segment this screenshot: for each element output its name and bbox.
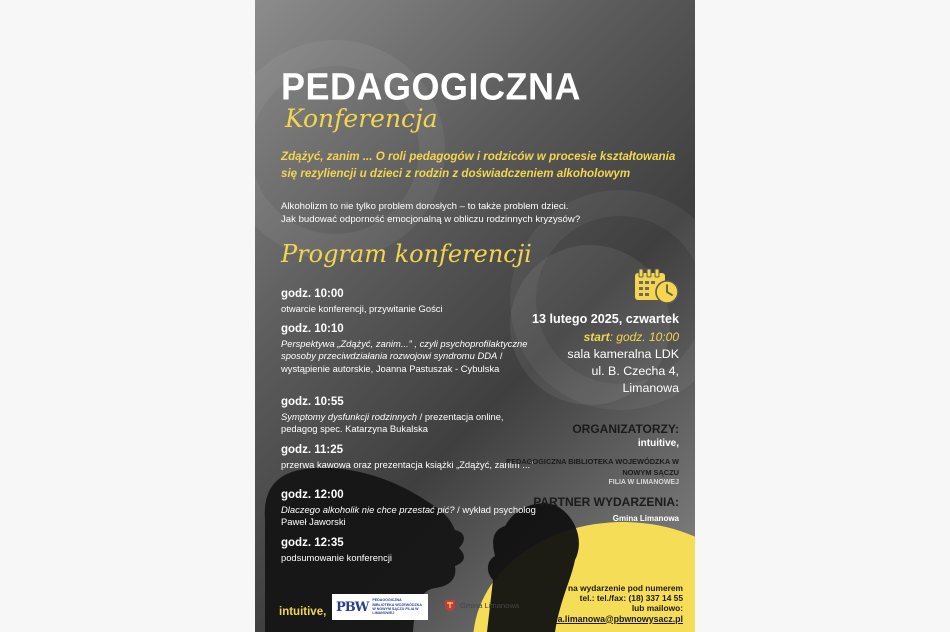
- pbw-logo: [332, 594, 428, 620]
- program-desc: przerwa kawowa oraz prezentacja książki „Zdążyć, zanim ...”: [281, 459, 534, 470]
- program-item: [281, 396, 541, 436]
- poster: [255, 0, 695, 632]
- program-desc: otwarcie konferencji, przywitanie Gości: [281, 303, 443, 314]
- program-desc-italic: Perspektywa „Zdążyć, zanim...” , czyli psychoprofilaktyczne sposoby przeciwdziałania rozwojowi syndromu DDA: [281, 338, 528, 362]
- program-desc: [281, 504, 541, 529]
- registration-email[interactable]: filia.limanowa@pbwnowysacz.pl: [547, 613, 683, 624]
- event-start: [584, 330, 679, 344]
- program-desc-rest: / prezentacja online, pedagog spec. Katarzyna Bukalska: [281, 411, 504, 435]
- partner-name: Gmina Limanowa: [612, 514, 679, 523]
- program-time: godz. 10:00: [281, 288, 344, 300]
- intro-text: [281, 201, 686, 226]
- venue-line-1: sala kameralna LDK: [567, 347, 679, 361]
- gmina-logo-text: Gmina Limanowa: [460, 600, 520, 610]
- program-item: [281, 537, 541, 564]
- footer-intuitive-logo: intuitive,: [279, 606, 327, 618]
- start-label: start: [583, 330, 610, 344]
- intro-line-2: Jak budować odporność emocjonalną w obliczu rodzinnych kryzysów?: [281, 213, 581, 225]
- program-item: [281, 489, 541, 529]
- gmina-crest-icon: [443, 598, 457, 612]
- organizer-pbw-branch: FILIA W LIMANOWEJ: [608, 479, 679, 486]
- pbw-logo-text: PEDAGOGICZNA BIBLIOTEKA WOJEWÓDZKA W NOWYM SĄCZU FILIA W LIMANOWEJ: [372, 598, 422, 616]
- program-desc-italic: Symptomy dysfunkcji rodzinnych: [281, 411, 417, 422]
- program-heading: Program konferencji: [281, 240, 532, 268]
- program-time: godz. 12:00: [281, 489, 344, 501]
- conference-theme: Zdążyć, zanim ... O roli pedagogów i rodziców w procesie kształtowania się rezyliencji u dzieci z rodzin z doświadczeniem alkoholowym: [281, 150, 676, 180]
- program-time: godz. 12:35: [281, 537, 344, 549]
- program-time: godz. 10:55: [281, 396, 344, 408]
- poster-subtitle: Konferencja: [285, 104, 438, 133]
- pbw-logo-mark: PBW: [336, 599, 369, 615]
- venue-line-2: ul. B. Czecha 4,: [591, 364, 679, 378]
- calendar-clock-icon: [634, 268, 680, 304]
- program-item: [281, 288, 541, 315]
- program-time: godz. 10:10: [281, 323, 344, 335]
- program-desc-rest: / wykład psycholog Paweł Jaworski: [281, 504, 536, 528]
- program-desc-italic: Dlaczego alkoholik nie chce przestać pić?: [281, 504, 455, 515]
- event-venue: [479, 346, 679, 397]
- partner-heading: PARTNER WYDARZENIA:: [533, 495, 679, 509]
- poster-title: PEDAGOGICZNA: [281, 64, 582, 108]
- event-date: 13 lutego 2025, czwartek: [532, 312, 679, 326]
- organizer-intuitive: intuitive,: [637, 438, 679, 449]
- registration-phone: tel.: tel./fax: (18) 337 14 55: [579, 593, 683, 604]
- intro-line-1: Alkoholizm to nie tylko problem dorosłych – to także problem dzieci.: [281, 201, 569, 212]
- program-time: godz. 11:25: [281, 444, 343, 456]
- start-time: : godz. 10:00: [609, 330, 679, 344]
- registration-line-3: lub mailowo:: [631, 603, 683, 614]
- venue-line-3: Limanowa: [622, 381, 679, 395]
- program-desc: [281, 411, 541, 436]
- organizer-pbw: PEDAGOGICZNA BIBLIOTEKA WOJEWÓDZKA W NOWYM SĄCZU: [506, 457, 679, 477]
- gmina-logo: [443, 598, 519, 612]
- program-desc: podsumowanie konferencji: [281, 552, 393, 563]
- registration-line-1: zapisy na wydarzenie pod numerem: [540, 583, 683, 593]
- organizers-heading: ORGANIZATORZY:: [572, 422, 679, 436]
- program-desc-rest: / wystąpienie autorskie, Joanna Pastuszak - Cybulska: [281, 350, 503, 374]
